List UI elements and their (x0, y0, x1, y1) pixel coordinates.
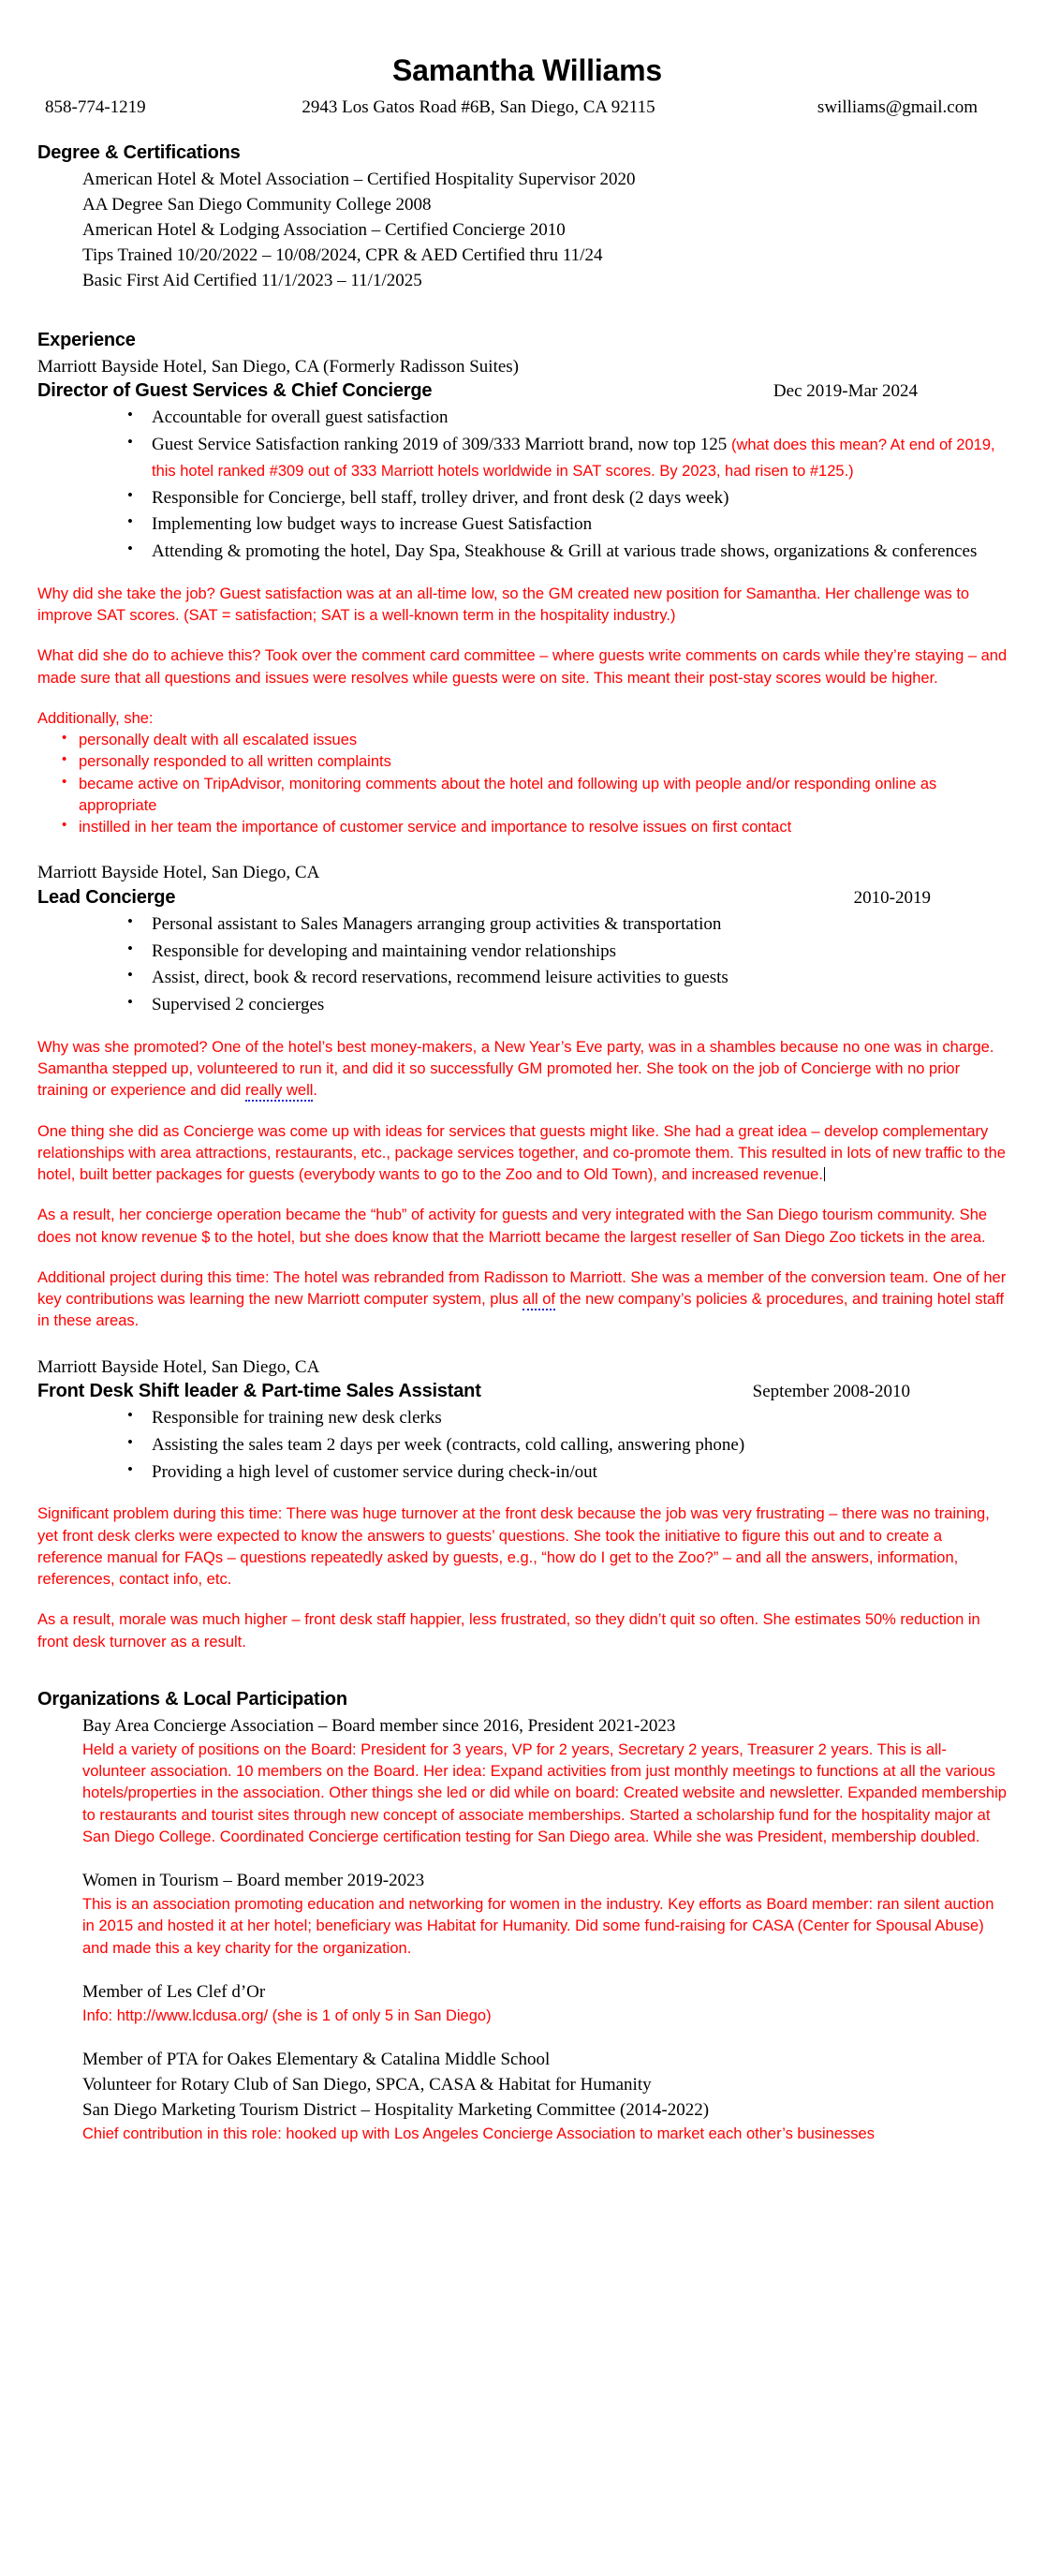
contact-row (37, 97, 1008, 118)
job-header (37, 1381, 1008, 1402)
job-bullet: • Responsible for training new desk clerks (127, 1405, 1008, 1431)
annotation-bullet-list (37, 730, 1008, 838)
section-heading-organizations: Organizations & Local Participation (37, 1688, 347, 1710)
job-bullet-list (37, 911, 1008, 1018)
job-bullet: • Accountable for overall guest satisfaction (127, 405, 1008, 431)
annotation-additionally-lead: Additionally, she: (37, 709, 154, 727)
job-header (37, 887, 1008, 909)
annotation-chief-contribution: Chief contribution in this role: hooked up with Los Angeles Concierge Association to market each other’s businesses (82, 2124, 875, 2142)
annotation-bullet: • personally responded to all written complaints (62, 751, 1008, 773)
annotation-bullet: • became active on TripAdvisor, monitoring comments about the hotel and following up with people and/or responding online as appropriate (62, 774, 1008, 818)
annotation-organization-women-in-tourism: This is an association promoting education and networking for women in the industry. Key efforts as Board member: ran silent auction in 2015 and hosted it at her hotel; beneficiary was Habitat for Humanity. Did some fund-raising for CASA (Center for Spousal Abuse) and made this a key charity for the organization. (82, 1896, 994, 1957)
bullet-text: Guest Service Satisfaction ranking 2019 of 309/333 Marriott brand, now top 125 (152, 435, 731, 455)
job-bullet: • Responsible for Concierge, bell staff, trolley driver, and front desk (2 days week) (127, 485, 1008, 511)
job-title: Director of Guest Services & Chief Concierge (37, 380, 433, 402)
certification-item: AA Degree San Diego Community College 2008 (82, 194, 432, 215)
job-bullet: • Assist, direct, book & record reservations, recommend leisure activities to guests (127, 965, 1008, 991)
annotation-result-morale: As a result, morale was much higher – front desk staff happier, less frustrated, so they didn’t quit so often. She estimates 50% reduction in front desk turnover as a result. (37, 1611, 980, 1651)
inline-annotation: (what does this mean? At end of 2019, this hotel ranked #309 out of 333 Marriott hotels worldwide in SAT scores. By 2023, had risen to #125.) (152, 437, 995, 480)
job-bullet: • Attending & promoting the hotel, Day Spa, Steakhouse & Grill at various trade shows, organizations & conferences (127, 539, 1008, 565)
annotation-additional-project (37, 1267, 1008, 1333)
job-bullet: • Responsible for developing and maintaining vendor relationships (127, 939, 1008, 965)
annotation-why-promoted (37, 1037, 1008, 1103)
job-title: Front Desk Shift leader & Part-time Sales Assistant (37, 1381, 481, 1402)
text-cursor (824, 1167, 825, 1181)
affiliation-line: San Diego Marketing Tourism District – Hospitality Marketing Committee (2014-2022) (82, 2100, 710, 2121)
annotation-bullet: • personally dealt with all escalated issues (62, 730, 1008, 751)
annotation-significant-problem: Significant problem during this time: There was huge turnover at the front desk because the job was very frustrating – there was no training, yet front desk clerks were expected to know the answers to guests’ questions. She took the initiative to figure this out and to create a reference manual for FAQs – questions repeatedly asked by guests, e.g., “how do I get to the Zoo?” – and all the answers, information, references, contact info, etc. (37, 1505, 990, 1589)
spacer (37, 1960, 1008, 1980)
section-heading-education: Degree & Certifications (37, 142, 241, 163)
job-bullet: • Personal assistant to Sales Managers arranging group activities & transportation (127, 911, 1008, 938)
job-bullet-with-annotation (127, 432, 1008, 483)
annotation-concierge-idea (37, 1121, 1008, 1187)
annotation-organization-les-clef-dor: Info: http://www.lcdusa.org/ (she is 1 of only 5 in San Diego) (82, 2006, 492, 2024)
job-header (37, 380, 1008, 402)
organization-title: Women in Tourism – Board member 2019-2023 (82, 1871, 425, 1891)
job-bullet: • Providing a high level of customer service during check-in/out (127, 1459, 1008, 1486)
annotation-organization-board-roles: Held a variety of positions on the Board: President for 3 years, VP for 2 years, Secretary 2 years, Treasurer 2 years. This is all-volunteer association. 10 members on the Board. Her idea: Expand activities from just monthly meetings to functions at all the various hotels/properties in the association. Other things she led or did while on board: Created website and newsletter. Expanded membership to restaurants and tourist sites through new concept of associate memberships. Started a scholarship fund for the hospitality major at San Diego College. Coordinated Concierge certification testing for San Diego area. While she was President, membership doubled. (82, 1740, 1007, 1845)
certification-item: Basic First Aid Certified 11/1/2023 – 11/1/2025 (82, 270, 422, 290)
job-company: Marriott Bayside Hotel, San Diego, CA (37, 1356, 320, 1377)
affiliation-line: Member of PTA for Oakes Elementary & Catalina Middle School (82, 2050, 551, 2070)
annotation-why-took-job: Why did she take the job? Guest satisfaction was at an all-time low, so the GM created new position for Samantha. Her challenge was to improve SAT scores. (SAT = satisfaction; SAT is a well-known term in the hospitality industry.) (37, 585, 970, 625)
certification-item: American Hotel & Motel Association – Certified Hospitality Supervisor 2020 (82, 170, 636, 189)
certification-item: Tips Trained 10/20/2022 – 10/08/2024, CPR & AED Certified thru 11/24 (82, 244, 603, 265)
job-bullet: • Assisting the sales team 2 days per week (contracts, cold calling, answering phone) (127, 1432, 1008, 1458)
affiliation-line: Volunteer for Rotary Club of San Diego, SPCA, CASA & Habitat for Humanity (82, 2075, 652, 2095)
annotation-text: Why was she promoted? One of the hotel’s best money-makers, a New Year’s Eve party, was in a shambles because no one was in charge. Samantha stepped up, volunteered to run it, and did it so successfully GM promoted her. She took on the job of Concierge with no prior training or experience and did (37, 1038, 994, 1100)
annotation-how-achieved: What did she do to achieve this? Took over the comment card committee – where guests write comments on cards while they’re staying – and made sure that all questions and issues were resolves while guests were on site. This meant their post-stay scores would be higher. (37, 647, 1008, 687)
job-bullet-list (37, 405, 1008, 564)
annotation-bullet: • instilled in her team the importance of customer service and importance to resolve issues on first contact (62, 817, 1008, 838)
contact-phone: 858-774-1219 (45, 97, 146, 117)
page-title: Samantha Williams (392, 53, 662, 87)
spacer (37, 838, 1008, 859)
contact-address: 2943 Los Gatos Road #6B, San Diego, CA 92115 (302, 97, 655, 117)
job-bullet-list (37, 1405, 1008, 1485)
annotation-text: Additional project during this time: The hotel was rebranded from Radisson to Marriott. She was a member of the conversion team. One of her key contributions was learning the new Marriott computer system, plus (37, 1268, 1007, 1309)
annotation-hub-of-activity: As a result, her concierge operation became the “hub” of activity for guests and very integrated with the San Diego tourism community. She does not know revenue $ to the hotel, but she does know that the Marriott became the largest reseller of San Diego Zoo tickets in the area. (37, 1207, 988, 1246)
job-dates: Dec 2019-Mar 2024 (773, 381, 918, 402)
job-bullet: • Implementing low budget ways to increase Guest Satisfaction (127, 511, 1008, 538)
organization-title: Bay Area Concierge Association – Board member since 2016, President 2021-2023 (82, 1715, 676, 1736)
job-title: Lead Concierge (37, 886, 176, 908)
spacer (37, 1333, 1008, 1354)
job-company: Marriott Bayside Hotel, San Diego, CA (Formerly Radisson Suites) (37, 356, 520, 377)
annotation-text-end: the new company’s policies & procedures, and training hotel staff in these areas. (37, 1291, 1005, 1330)
certification-item: American Hotel & Lodging Association – Certified Concierge 2010 (82, 219, 566, 240)
contact-email: swilliams@gmail.com (817, 97, 978, 117)
job-dates: 2010-2019 (853, 887, 931, 908)
annotation-text-end: . (313, 1082, 318, 1100)
spellcheck-flagged-text[interactable]: all of (522, 1291, 555, 1310)
spacer (37, 2027, 1008, 2048)
spacer (37, 1848, 1008, 1869)
annotation-text: One thing she did as Concierge was come up with ideas for services that guests might like. She had a great idea – develop complementary relationships with area attractions, restaurants, etc., package services together, and co-promote them. This resulted in lots of new traffic to the hotel, built better packages for guests (everybody wants to go to the Zoo and to Old Town), and increased revenue. (37, 1122, 1006, 1184)
spellcheck-flagged-text[interactable]: really well (245, 1082, 313, 1102)
job-dates: September 2008-2010 (752, 1382, 910, 1402)
job-company: Marriott Bayside Hotel, San Diego, CA (37, 863, 320, 883)
job-bullet: • Supervised 2 concierges (127, 992, 1008, 1018)
section-heading-experience: Experience (37, 329, 136, 350)
organization-title: Member of Les Clef d’Or (82, 1981, 266, 2002)
